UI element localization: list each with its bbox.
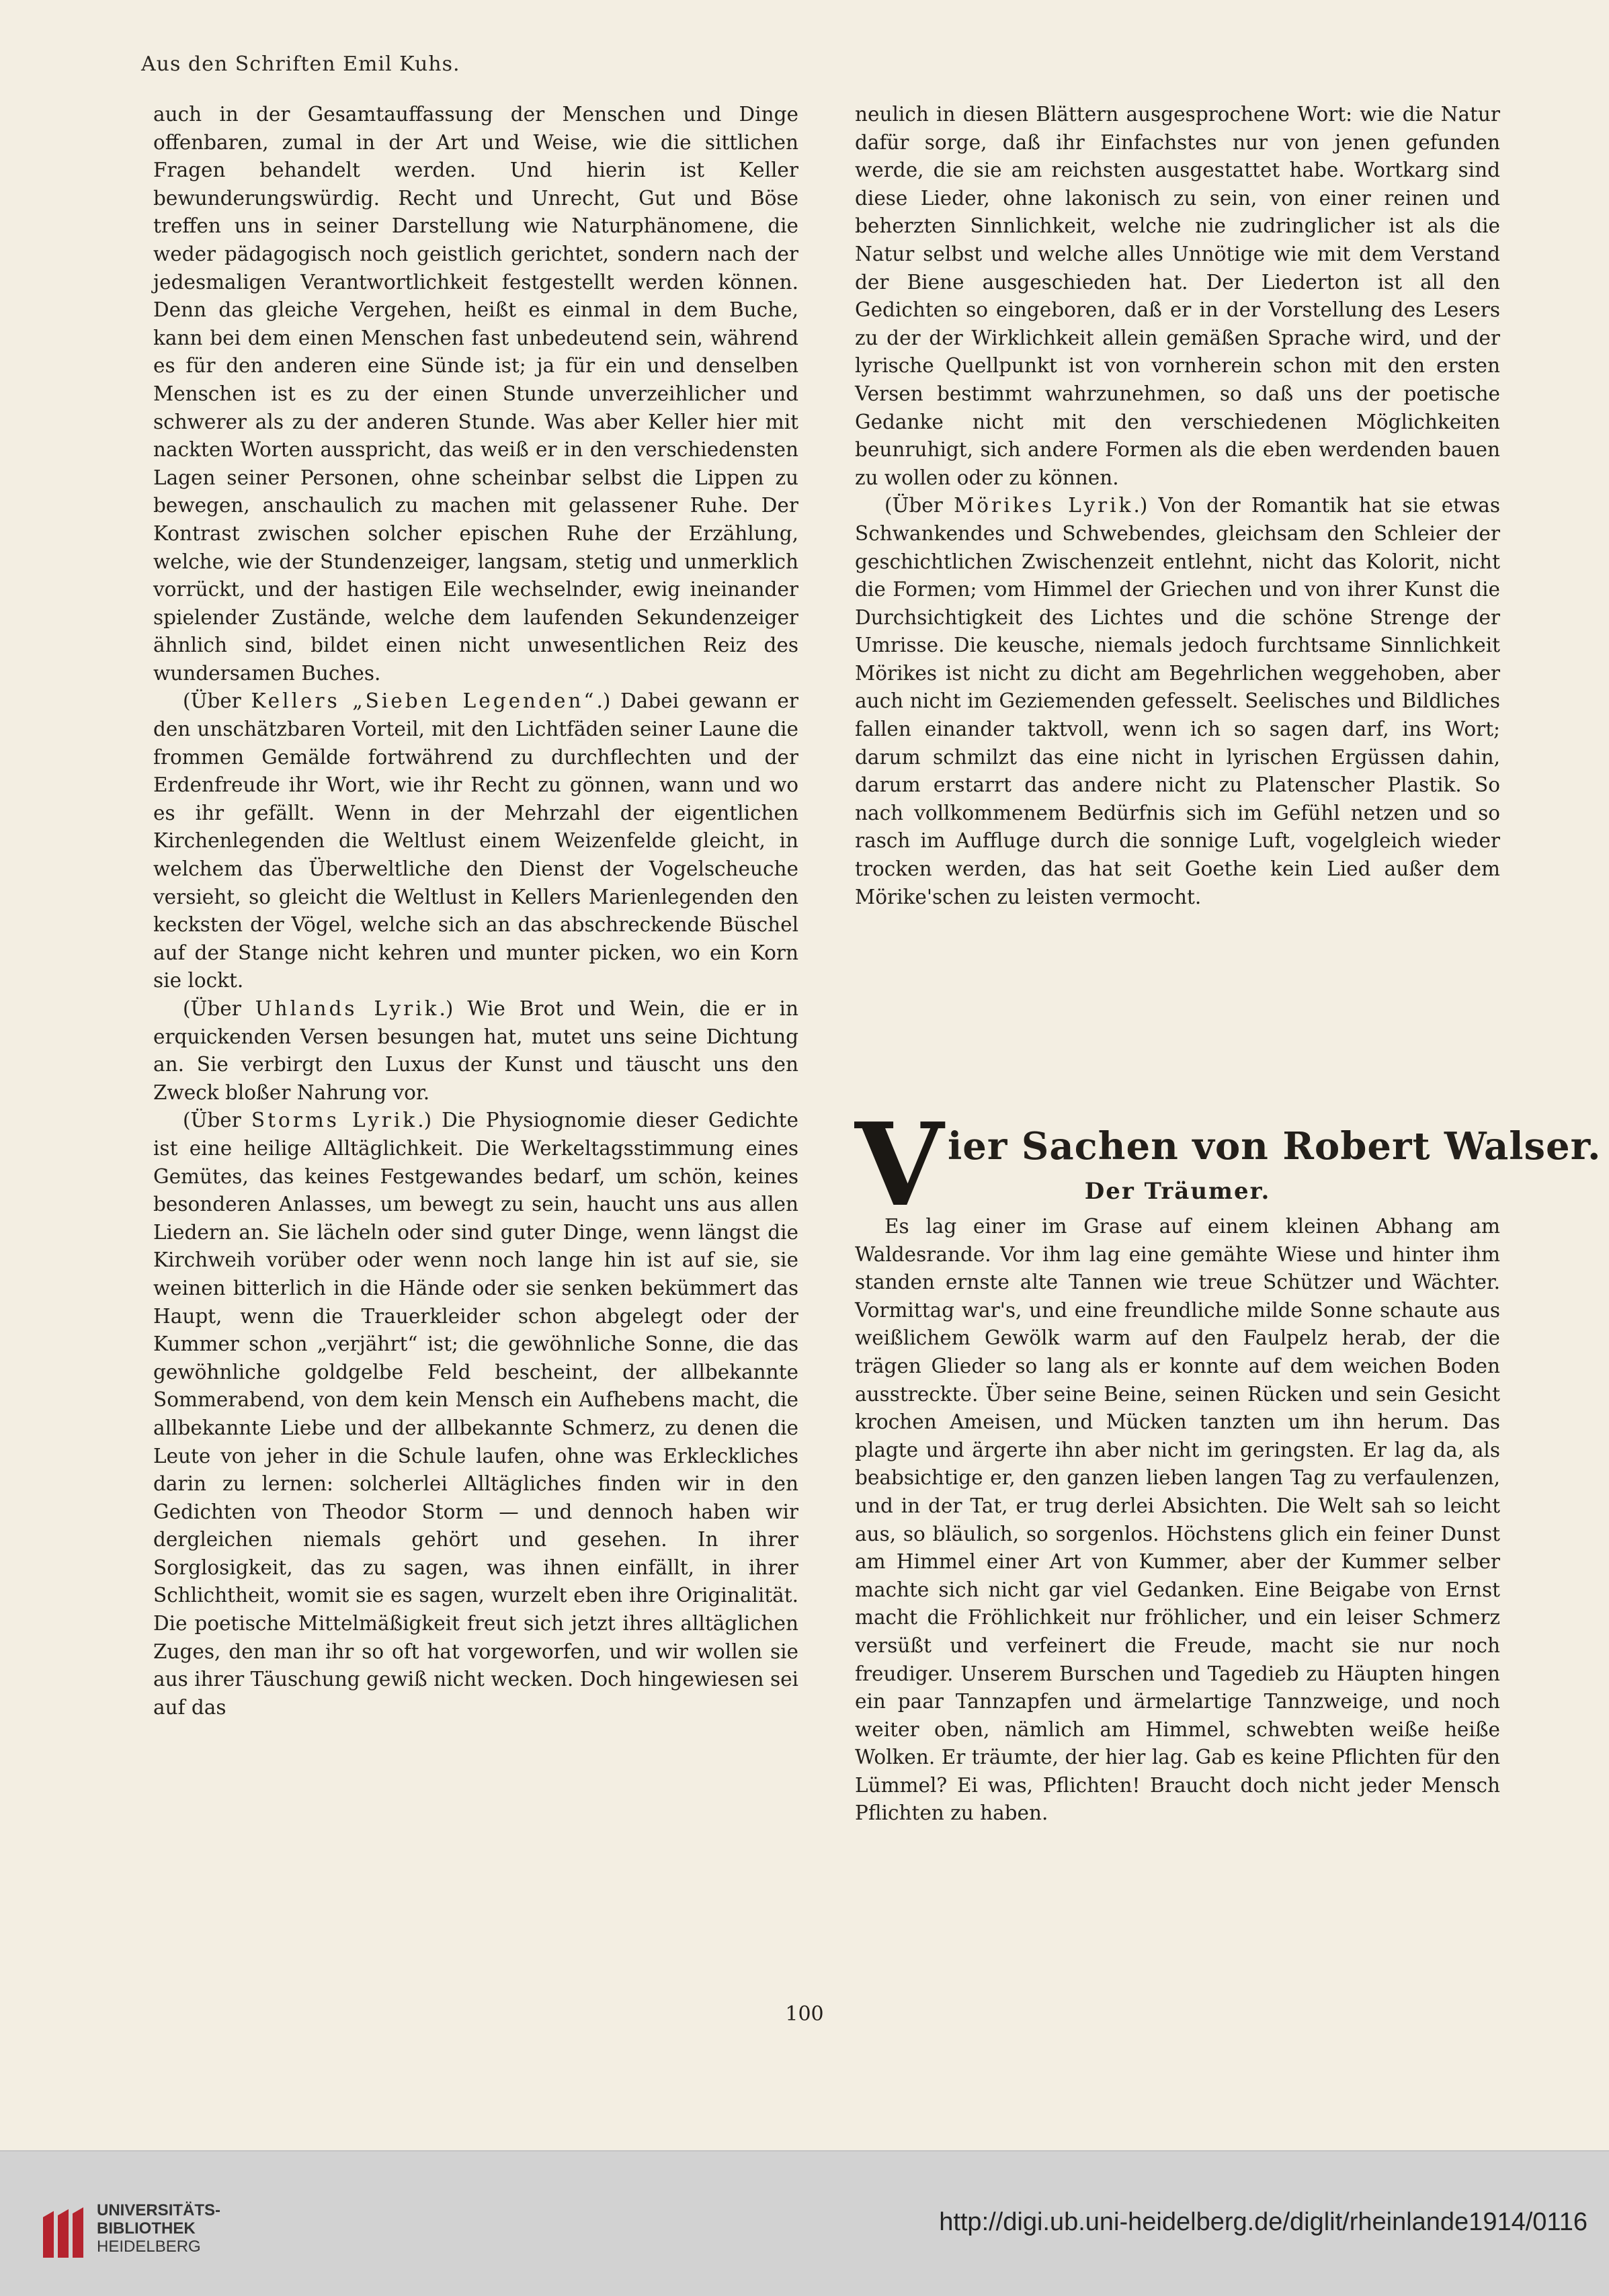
text-run: neulich in diesen Blättern ausgesprochene Wort: wie die Natur dafür sorge, daß ihr Einfachstes nur von jenen gefunden werde, die sie am reichsten ausgestattet habe. Wortkarg sind diese Lieder, ohne lakonisch zu sein, von einer reinen und beherzten Sinnlichkeit, welche nie zudringlicher ist als die Natur selbst und welche alles Unnötige wie mit dem Verstand der Biene ausgeschieden hat. Der Liederton ist all den Gedichten so eingeboren, daß er in der Vorstellung des Lesers zu der der Wirklichkeit allein gemäßen Sprache wird, und der lyrische Quellpunkt ist von vornherein schon mit den ersten Versen bestimmt wahrzunehmen, so daß uns der poetische Gedanke nicht mit den verschiedenen Möglichkeiten beunruhigt, sich andere Formen als die eben werdenden bauen zu wollen oder zu können.: [855, 103, 1500, 489]
spaced-title: Mörikes Lyrik: [954, 494, 1134, 517]
paragraph: [153, 995, 798, 1107]
text-run: (Über: [884, 494, 954, 517]
permalink-url[interactable]: http://digi.ub.uni-heidelberg.de/diglit/rheinlande1914/0116: [939, 2208, 1587, 2236]
spaced-title: Uhlands Lyrik: [255, 997, 440, 1020]
text-run: (Über: [183, 997, 255, 1020]
article-title: ier Sachen von Robert Walser.: [948, 1124, 1602, 1168]
institution-line: HEIDELBERG: [97, 2238, 201, 2256]
article-heading: [855, 1098, 1602, 1232]
article-subtitle: Der Träumer.: [1084, 1178, 1271, 1205]
paragraph: [855, 492, 1500, 911]
paragraph: [153, 101, 798, 687]
institution-name: [97, 2201, 220, 2256]
text-run: .) Von der Romantik hat sie etwas Schwankendes und Schwebendes, gleichsam den Schleier der geschichtlichen Zwischenzeit entlehnt, nicht das Kolorit, nicht die Formen; vom Himmel der Griechen und von ihrer Kunst die Durchsichtigkeit des Lichtes und die schöne Strenge der Umrisse. Die keusche, niemals jedoch furchtsame Sinnlichkeit Mörikes ist nicht zu dicht am Begehrlichen weggehoben, aber auch nicht im Geziemenden gefesselt. Seelisches und Bildliches fallen einander taktvoll, wenn ich so sagen darf, ins Wort; darum schmilzt das eine nicht in lyrischen Ergüssen dahin, darum erstarrt das andere nicht zu Platenscher Plastik. So nach vollkommenem Bedürfnis sich im Gefühl netzen und so rasch im Auffluge durch die sonnige Luft, vogelgleich wieder trocken werden, das hat seit Goethe kein Lied außer dem Mörike'schen zu leisten vermocht.: [855, 494, 1500, 908]
library-logo-icon: [40, 2192, 86, 2258]
spaced-title: Kellers „Sieben Legenden“: [251, 689, 597, 713]
paragraph: [855, 101, 1500, 492]
text-run: .) Die Physiognomie dieser Gedichte ist eine heilige Alltäglichkeit. Die Werkeltagsstimmung eines Gemütes, das keines Festgewandes bedarf, um schön, keines besonderen Anlasses, um bewegt zu sein, haucht uns aus allen Liedern an. Sie lächeln oder sind guter Dinge, wenn längst die Kirchweih vorüber oder wenn noch lange hin ist auf sie, sie weinen bitterlich in die Hände oder sie senken bekümmert das Haupt, wenn die Trauerkleider schon abgelegt oder der Kummer schon „verjährt“ ist; die gewöhnliche Sonne, die das gewöhnliche goldgelbe Feld bescheint, der allbekannte Sommerabend, von dem kein Mensch ein Aufhebens macht, die allbekannte Liebe und der allbekannte Schmerz, zu denen die Leute von jeher in die Schule laufen, ohne was Erkleckliches darin zu lernen: solcherlei Alltägliches finden wir in den Gedichten von Theodor Storm — und dennoch haben wir dergleichen niemals gehört und gesehen. In ihrer Sorglosigkeit, das zu sagen, was ihnen einfällt, in ihrer Schlichtheit, womit sie es sagen, wurzelt eben ihre Originalität. Die poetische Mittelmäßigkeit freut sich jetzt ihres alltäglichen Zuges, den man ihr so oft hat vorgeworfen, und wir wollen sie aus ihrer Täuschung gewiß nicht wecken. Doch hingewiesen sei auf das: [153, 1109, 798, 1719]
institution-line: UNIVERSITÄTS-: [97, 2201, 221, 2219]
article-walser: [855, 1098, 1602, 1828]
running-head: Aus den Schriften Emil Kuhs.: [141, 52, 460, 76]
article-paragraph: Es lag einer im Grase auf einem kleinen Abhang am Waldesrande. Vor ihm lag eine gemähte Wiese und hinter ihm standen ernste alte Tannen wie treue Schützer und Wächter. Vormittag war's, und eine freundliche milde Sonne schaute aus weißlichem Gewölk warm auf den Faulpelz herab, der die trägen Glieder so lang als er konnte auf dem weichen Boden ausstreckte. Über seine Beine, seinen Rücken und sein Gesicht krochen Ameisen, und Mücken tanzten um ihn herum. Das plagte und ärgerte ihn aber nicht im geringsten. Er lag da, als beabsichtige er, den ganzen lieben langen Tag zu verfaulenzen, und in der Tat, er trug derlei Absichten. Die Welt sah so leicht aus, so bläulich, so sorgenlos. Höchstens glich ein feiner Dunst am Himmel einer Art von Kummer, aber der Kummer selber machte sich nicht gar viel Gedanken. Eine Beigabe von Ernst macht die Fröhlichkeit nur fröhlicher, und ein leiser Schmerz versüßt und verfeinert die Freude, macht sie nur noch freudiger. Unserem Burschen und Tagedieb zu Häupten hingen ein paar Tannzapfen und ärmelartige Tannzweige, und noch weiter oben, nämlich am Himmel, schwebten weiße heiße Wolken. Er träumte, der hier lag. Gab es keine Pflichten für den Lümmel? Ei was, Pflichten! Braucht doch nicht jeder Mensch Pflichten zu haben.: [855, 1215, 1500, 1825]
drop-cap: V: [855, 1098, 944, 1232]
text-run: (Über: [183, 689, 251, 713]
text-run: .) Wie Brot und Wein, die er in erquickenden Versen besungen hat, mutet uns seine Dichtung an. Sie verbirgt den Luxus der Kunst und täuscht uns den Zweck bloßer Nahrung vor.: [153, 997, 798, 1104]
spaced-title: Storms Lyrik: [251, 1109, 418, 1132]
text-run: .) Dabei gewann er den unschätzbaren Vorteil, mit den Lichtfäden seiner Laune die frommen Gemälde fortwährend zu durchflechten und der Erdenfreude ihr Wort, wie ihr Recht zu gönnen, wann und wo es ihr gefällt. Wenn in der Mehrzahl der eigentlichen Kirchenlegenden die Weltlust einem Weizenfelde gleicht, in welchem das Überweltliche den Dienst der Vogelscheuche versieht, so gleicht die Weltlust in Kellers Marienlegenden den kecksten der Vögel, welche sich an das abschreckende Büschel auf der Stange nicht kehren und munter picken, wo ein Korn sie lockt.: [153, 689, 798, 992]
paragraph: [153, 687, 798, 995]
library-footer: [0, 2150, 1609, 2296]
institution-line: BIBLIOTHEK: [97, 2219, 196, 2238]
right-column: [855, 101, 1500, 911]
text-run: auch in der Gesamtauffassung der Menschen und Dinge offenbaren, zumal in der Art und Weise, wie die sittlichen Fragen behandelt werden. Und hierin ist Keller bewunderungswürdig. Recht und Unrecht, Gut und Böse treffen uns in seiner Darstellung wie Naturphänomene, die weder pädagogisch noch geistlich gerichtet, sondern nach der jedesmaligen Verantwortlichkeit festgestellt werden können. Denn das gleiche Vergehen, heißt es einmal in dem Buche, kann bei dem einen Menschen fast unbedeutend sein, während es für den anderen eine Sünde ist; ja für ein und denselben Menschen ist es zu der einen Stunde unverzeihlicher und schwerer als zu der anderen Stunde. Was aber Keller hier mit nackten Worten ausspricht, das weiß er in den verschiedensten Lagen seiner Personen, ohne scheinbar selbst die Lippen zu bewegen, anschaulich zu machen mit gelassener Ruhe. Der Kontrast zwischen solcher epischen Ruhe der Erzählung, welche, wie der Stundenzeiger, langsam, stetig und unmerklich vorrückt, und der hastigen Eile wechselnder, ewig ineinander spielender Zustände, welche dem laufenden Sekundenzeiger ähnlich sind, bildet einen nicht unwesentlichen Reiz des wundersamen Buches.: [153, 103, 798, 685]
paragraph: [153, 1107, 798, 1721]
article-body: [855, 1213, 1500, 1828]
page-number: 100: [785, 2002, 824, 2026]
left-column: [153, 101, 798, 1721]
text-run: (Über: [183, 1109, 251, 1132]
